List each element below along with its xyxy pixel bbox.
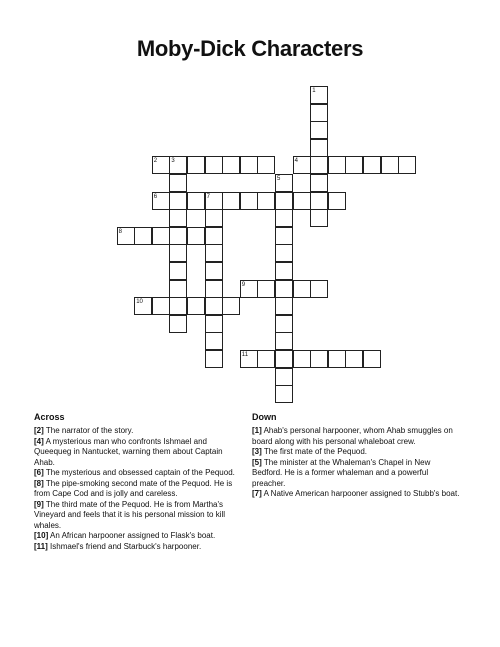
grid-cell[interactable]	[169, 192, 187, 210]
across-list	[34, 426, 239, 552]
across-heading: Across	[34, 412, 65, 422]
grid-cell[interactable]	[328, 350, 346, 368]
grid-cell[interactable]	[363, 350, 381, 368]
grid-cell[interactable]	[152, 297, 170, 315]
grid-number: 9	[241, 281, 246, 288]
clue-text: The narrator of the story.	[43, 426, 134, 435]
grid-cell[interactable]	[222, 156, 240, 174]
grid-cell[interactable]	[169, 174, 187, 192]
grid-cell[interactable]	[152, 227, 170, 245]
clue-number: [7]	[252, 489, 262, 498]
across-clue	[34, 500, 239, 532]
grid-number: 2	[153, 158, 158, 165]
grid-cell[interactable]	[345, 350, 363, 368]
grid-cell[interactable]	[205, 209, 223, 227]
grid-cell[interactable]	[257, 280, 275, 298]
clue-text: The minister at the Whaleman's Chapel in New Bedford. He is a former whaleman and a powerful preacher.	[252, 457, 431, 488]
down-clue	[252, 447, 460, 458]
grid-cell[interactable]	[363, 156, 381, 174]
clue-text: A mysterious man who confronts Ishmael and Queequeg in Nantucket, warning them about Captain Ahab.	[34, 436, 223, 467]
across-clue	[34, 531, 239, 542]
grid-cell[interactable]	[328, 192, 346, 210]
grid-cell[interactable]	[275, 350, 293, 368]
grid-cell[interactable]	[310, 121, 328, 139]
down-heading: Down	[252, 412, 277, 422]
grid-cell[interactable]	[169, 297, 187, 315]
grid-cell[interactable]	[205, 297, 223, 315]
clue-number: [8]	[34, 478, 44, 488]
across-clue	[34, 479, 239, 500]
clue-text: Ishmael's friend and Starbuck's harpooner.	[47, 541, 202, 551]
grid-cell[interactable]	[205, 280, 223, 298]
grid-cell[interactable]	[222, 297, 240, 315]
grid-cell[interactable]	[205, 244, 223, 262]
clue-text: An African harpooner assigned to Flask's boat.	[48, 531, 216, 540]
grid-cell[interactable]	[293, 350, 311, 368]
grid-number: 7	[206, 193, 210, 200]
grid-cell[interactable]	[169, 280, 187, 298]
grid-cell[interactable]	[310, 156, 328, 174]
grid-cell[interactable]	[275, 332, 293, 350]
across-clue	[34, 542, 239, 553]
grid-number: 4	[294, 158, 298, 165]
grid-cell[interactable]	[275, 192, 293, 210]
grid-cell[interactable]	[275, 385, 293, 403]
down-clue	[252, 426, 460, 447]
clue-number: [2]	[34, 426, 44, 435]
across-clue	[34, 426, 239, 437]
grid-cell[interactable]	[293, 192, 311, 210]
grid-cell[interactable]	[275, 244, 293, 262]
grid-cell[interactable]	[310, 192, 328, 210]
grid-cell[interactable]	[310, 139, 328, 157]
grid-cell[interactable]	[205, 315, 223, 333]
grid-cell[interactable]	[310, 104, 328, 122]
grid-cell[interactable]	[398, 156, 416, 174]
grid-cell[interactable]	[310, 174, 328, 192]
across-clues	[34, 412, 239, 552]
clue-number: [4]	[34, 436, 44, 446]
page-title: Moby-Dick Characters	[136, 36, 364, 61]
clue-text: Ahab's personal harpooner, whom Ahab smuggles on board along with his personal whaleboat crew.	[252, 426, 453, 446]
grid-cell[interactable]	[134, 227, 152, 245]
clue-text: A Native American harpooner assigned to Stubb's boat.	[261, 489, 460, 498]
clue-text: The pipe-smoking second mate of the Pequod. He is from Cape Cod and is jolly and careless.	[34, 478, 233, 498]
clue-number: [6]	[34, 468, 44, 477]
grid-cell[interactable]	[205, 156, 223, 174]
clue-number: [10]	[34, 531, 49, 540]
down-clue	[252, 458, 460, 490]
grid-cell[interactable]	[310, 209, 328, 227]
grid-cell[interactable]	[187, 156, 205, 174]
clue-text: The third mate of the Pequod. He is from Martha's Vineyard and feels that it is his personal mission to kill whales.	[34, 499, 226, 530]
grid-number: 5	[277, 176, 281, 182]
grid-cell[interactable]	[169, 244, 187, 262]
clue-number: [9]	[34, 499, 44, 509]
grid-cell[interactable]	[240, 192, 258, 210]
clue-number: [3]	[252, 447, 262, 456]
grid-cell[interactable]	[275, 262, 293, 280]
grid-cell[interactable]	[275, 280, 293, 298]
grid-cell[interactable]	[169, 209, 187, 227]
grid-cell[interactable]	[275, 209, 293, 227]
grid-cell[interactable]	[257, 192, 275, 210]
grid-cell[interactable]	[345, 156, 363, 174]
grid-cell[interactable]	[275, 297, 293, 315]
grid-number: 8	[118, 228, 122, 235]
grid-cell[interactable]	[257, 156, 275, 174]
grid-number: 3	[171, 158, 175, 165]
grid-number: 10	[136, 299, 143, 306]
down-clues	[252, 412, 460, 500]
clue-text: The mysterious and obsessed captain of the Pequod.	[43, 468, 235, 477]
grid-cell[interactable]	[328, 156, 346, 174]
grid-number: 1	[312, 88, 316, 94]
across-clue	[34, 437, 239, 469]
grid-cell[interactable]	[205, 227, 223, 245]
grid-cell[interactable]	[205, 350, 223, 368]
clue-text: The first mate of the Pequod.	[261, 447, 368, 456]
grid-cell[interactable]	[310, 280, 328, 298]
grid-cell[interactable]	[187, 227, 205, 245]
grid-cell[interactable]	[222, 192, 240, 210]
clue-number: [5]	[252, 457, 262, 467]
grid-cell[interactable]	[205, 262, 223, 280]
grid-cell[interactable]	[169, 262, 187, 280]
grid-number: 11	[241, 352, 249, 358]
down-clue	[252, 489, 460, 500]
grid-cell[interactable]	[275, 315, 293, 333]
grid-cell[interactable]	[240, 156, 258, 174]
grid-cell[interactable]	[205, 332, 223, 350]
grid-cell[interactable]	[187, 297, 205, 315]
grid-cell[interactable]	[310, 350, 328, 368]
grid-cell[interactable]	[169, 315, 187, 333]
clue-number: [11]	[34, 541, 48, 551]
grid-cell[interactable]	[169, 227, 187, 245]
grid-cell[interactable]	[275, 227, 293, 245]
grid-cell[interactable]	[275, 368, 293, 386]
grid-cell[interactable]	[381, 156, 399, 174]
grid-cell[interactable]	[187, 192, 205, 210]
grid-cell[interactable]	[293, 280, 311, 298]
grid-cell[interactable]	[257, 350, 275, 368]
clue-number: [1]	[252, 426, 262, 435]
down-list	[252, 426, 460, 500]
across-clue	[34, 468, 239, 479]
grid-number: 6	[153, 193, 158, 200]
